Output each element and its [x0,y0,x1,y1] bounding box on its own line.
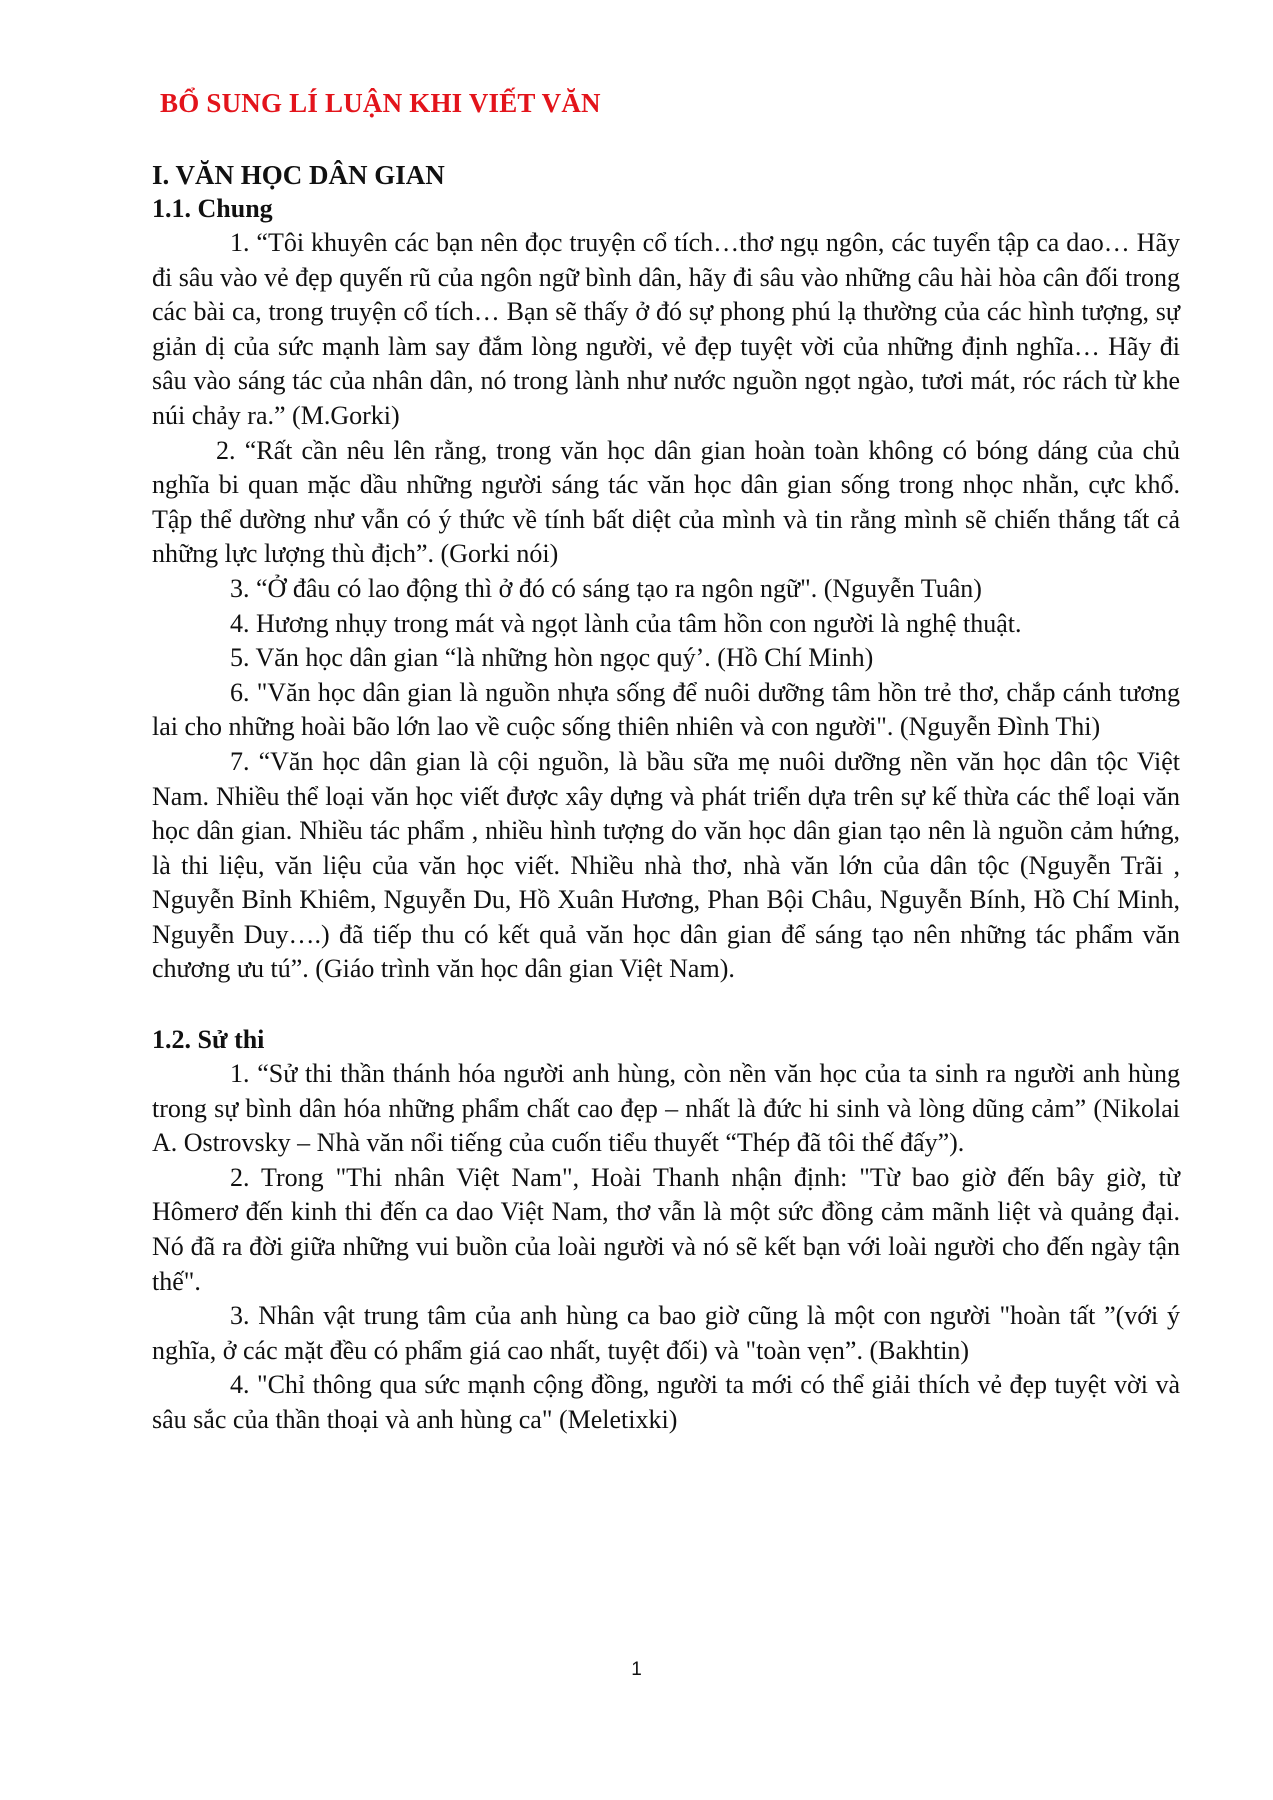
paragraph-item-2-2: 2. Trong "Thi nhân Việt Nam", Hoài Thanh nhận định: "Từ bao giờ đến bây giờ, từ Hômerơ đến kinh thi đến ca dao Việt Nam, thơ vẫn là một sức đồng cảm mãnh liệt và quảng đại. Nó đã ra đời giữa những vui buồn của loài người và nó sẽ kết bạn với loài người cho đến ngày tận thế". [152,1162,1180,1296]
paragraph-item-1-2: 2. “Rất cần nêu lên rằng, trong văn học dân gian hoàn toàn không có bóng dáng của chủ nghĩa bi quan mặc dầu những người sáng tác văn học dân gian sống trong nhọc nhằn, cực khổ. Tập thể dường như vẫn có ý thức về tính bất diệt của mình và tin rằng mình sẽ chiến thắng tất cả những lực lượng thù địch”. (Gorki nói) [152,435,1180,569]
paragraph-item-2-3: 3. Nhân vật trung tâm của anh hùng ca bao giờ cũng là một con người "hoàn tất ”(với ý nghĩa, ở các mặt đều có phẩm giá cao nhất, tuyệt đối) và "toàn vẹn”. (Bakhtin) [152,1301,1180,1365]
subsection-heading-general: 1.1. Chung [152,194,273,223]
paragraph-item-1-5: 5. Văn học dân gian “là những hòn ngọc quý’. (Hồ Chí Minh) [230,643,874,673]
paragraph-item-2-4: 4. "Chỉ thông qua sức mạnh cộng đồng, người ta mới có thể giải thích vẻ đẹp tuyệt vời và sâu sắc của thần thoại và anh hùng ca" (Meletixki) [152,1370,1180,1434]
paragraph-item-1-7: 7. “Văn học dân gian là cội nguồn, là bầu sữa mẹ nuôi dưỡng nền văn học dân tộc Việt Nam. Nhiều thể loại văn học viết được xây dựng và phát triển dựa trên sự kế thừa các thể loại văn học dân gian. Nhiều tác phẩm , nhiều hình tượng do văn học dân gian tạo nên là nguồn cảm hứng, là thi liệu, văn liệu của văn học viết. Nhiều nhà thơ, nhà văn lớn của dân tộc (Nguyễn Trãi , Nguyễn Bỉnh Khiêm, Nguyễn Du, Hồ Xuân Hương, Phan Bội Châu, Nguyễn Bính, Hồ Chí Minh, Nguyễn Duy….) đã tiếp thu có kết quả văn học dân gian để sáng tạo nên những tác phẩm văn chương ưu tú”. (Giáo trình văn học dân gian Việt Nam). [152,746,1180,984]
paragraph-item-1-4: 4. Hương nhụy trong mát và ngọt lành của tâm hồn con người là nghệ thuật. [230,608,1022,638]
paragraph-item-1-1: 1. “Tôi khuyên các bạn nên đọc truyện cổ tích…thơ ngụ ngôn, các tuyển tập ca dao… Hãy đi sâu vào vẻ đẹp quyến rũ của ngôn ngữ bình dân, hãy đi sâu vào những câu hài hòa cân đối trong các bài ca, trong truyện cổ tích… Bạn sẽ thấy ở đó sự phong phú lạ thường của các hình tượng, sự giản dị của sức mạnh làm say đắm lòng người, vẻ đẹp tuyệt vời của những định nghĩa… Hãy đi sâu vào sáng tác của nhân dân, nó trong lành như nước nguồn ngọt ngào, tươi mát, róc rách từ khe núi chảy ra.” (M.Gorki) [152,228,1180,430]
document-title: BỔ SUNG LÍ LUẬN KHI VIẾT VĂN [160,88,601,118]
paragraph-item-2-1: 1. “Sử thi thần thánh hóa người anh hùng, còn nền văn học của ta sinh ra người anh hùng trong sự bình dân hóa những phẩm chất cao đẹp – nhất là đức hi sinh và lòng dũng cảm” (Nikolai A. Ostrovsky – Nhà văn nổi tiếng của cuốn tiểu thuyết “Thép đã tôi thế đấy”). [152,1059,1180,1158]
paragraph-item-1-3: 3. “Ở đâu có lao động thì ở đó có sáng tạo ra ngôn ngữ". (Nguyễn Tuân) [230,573,982,603]
subsection-heading-epic: 1.2. Sử thi [152,1025,265,1055]
section-heading-folk-literature: I. VĂN HỌC DÂN GIAN [152,160,445,190]
page-number: 1 [631,1659,642,1680]
paragraph-item-1-6: 6. "Văn học dân gian là nguồn nhựa sống để nuôi dưỡng tâm hồn trẻ thơ, chắp cánh tương lai cho những hoài bão lớn lao về cuộc sống thiên nhiên và con người". (Nguyễn Đình Thi) [152,677,1180,742]
page-content [152,86,1180,1438]
section-spacer [152,987,1180,1023]
